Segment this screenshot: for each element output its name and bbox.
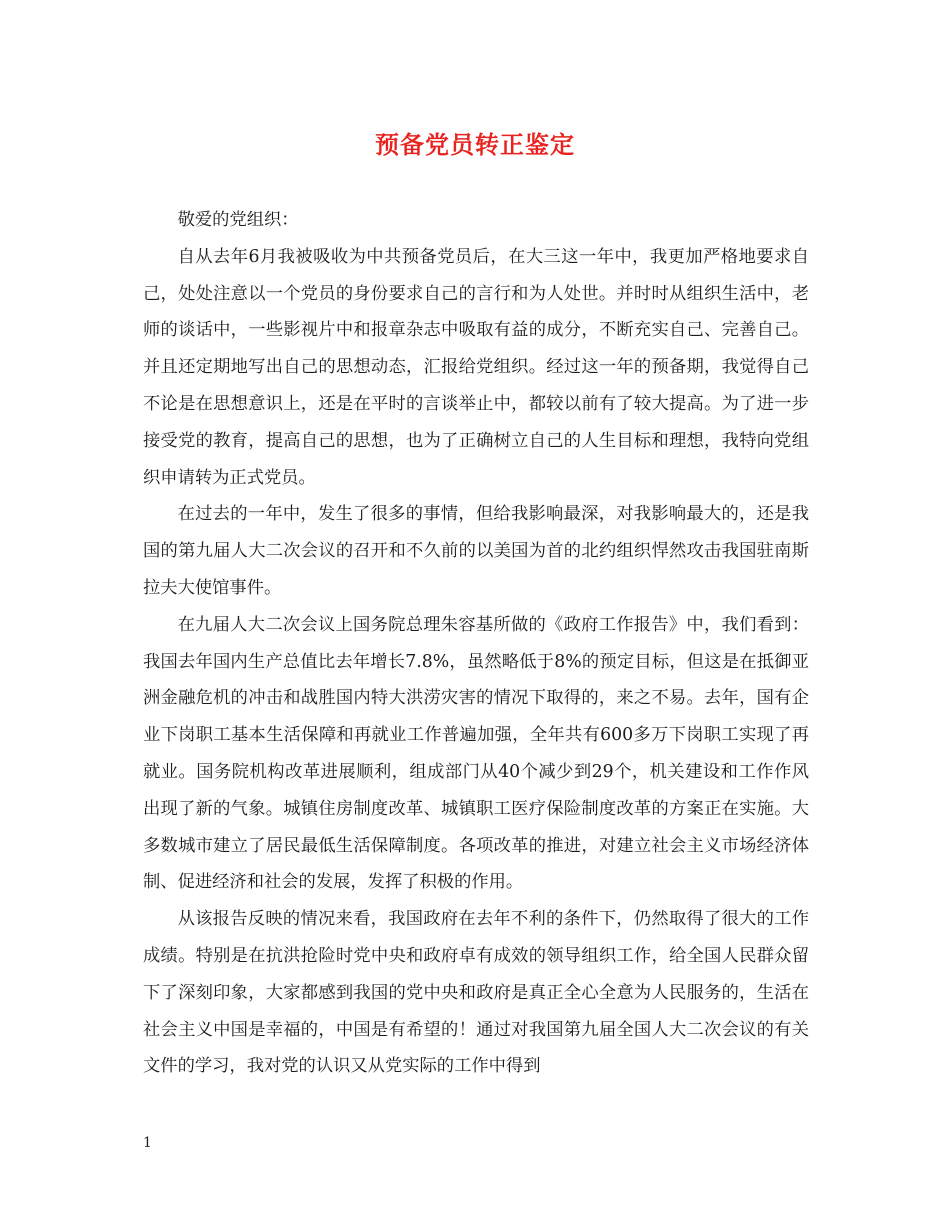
paragraph: 在过去的一年中，发生了很多的事情，但给我影响最深，对我影响最大的，还是我国的第九届人大二次会议的召开和不久前的以美国为首的北约组织悍然攻击我国驻南斯拉夫大使馆事件。 — [143, 504, 809, 598]
paragraph: 从该报告反映的情况来看，我国政府在去年不利的条件下，仍然取得了很大的工作成绩。特别是在抗洪抢险时党中央和政府卓有成效的领导组织工作，给全国人民群众留下了深刻印象，大家都感到我国的党中央和政府是真正全心全意为人民服务的，生活在社会主义中国是幸福的，中国是有希望的！通过对我国第九届全国人大二次会议的有关文件的学习，我对党的认识又从党实际的工作中得到 — [143, 909, 809, 1077]
paragraph: 在九届人大二次会议上国务院总理朱容基所做的《政府工作报告》中，我们看到：我国去年国内生产总值比去年增长7.8%，虽然略低于8%的预定目标，但这是在抵御亚洲金融危机的冲击和战胜国内特大洪涝灾害的情况下取得的，来之不易。去年，国有企业下岗职工基本生活保障和再就业工作普遍加强，全年共有600多万下岗职工实现了再就业。国务院机构改革进展顺利，组成部门从40个减少到29个，机关建设和工作作风出现了新的气象。城镇住房制度改革、城镇职工医疗保险制度改革的方案正在实施。大多数城市建立了居民最低生活保障制度。各项改革的推进，对建立社会主义市场经济体制、促进经济和社会的发展，发挥了积极的作用。 — [143, 614, 809, 893]
paragraph: 自从去年6月我被吸收为中共预备党员后，在大三这一年中，我更加严格地要求自己，处处注意以一个党员的身份要求自己的言行和为人处世。并时时从组织生活中，老师的谈话中，一些影视片中和报章杂志中吸取有益的成分，不断充实自己、完善自己。并且还定期地写出自己的思想动态，汇报给党组织。经过这一年的预备期，我觉得自己不论是在思想意识上，还是在平时的言谈举止中，都较以前有了较大提高。为了进一步接受党的教育，提高自己的思想，也为了正确树立自己的人生目标和理想，我特向党组织申请转为正式党员。 — [143, 246, 809, 488]
document-title: 预备党员转正鉴定 — [375, 130, 575, 159]
page-number: 1 — [143, 1135, 152, 1151]
salutation: 敬爱的党组织： — [177, 210, 299, 230]
document-body — [143, 202, 809, 1085]
